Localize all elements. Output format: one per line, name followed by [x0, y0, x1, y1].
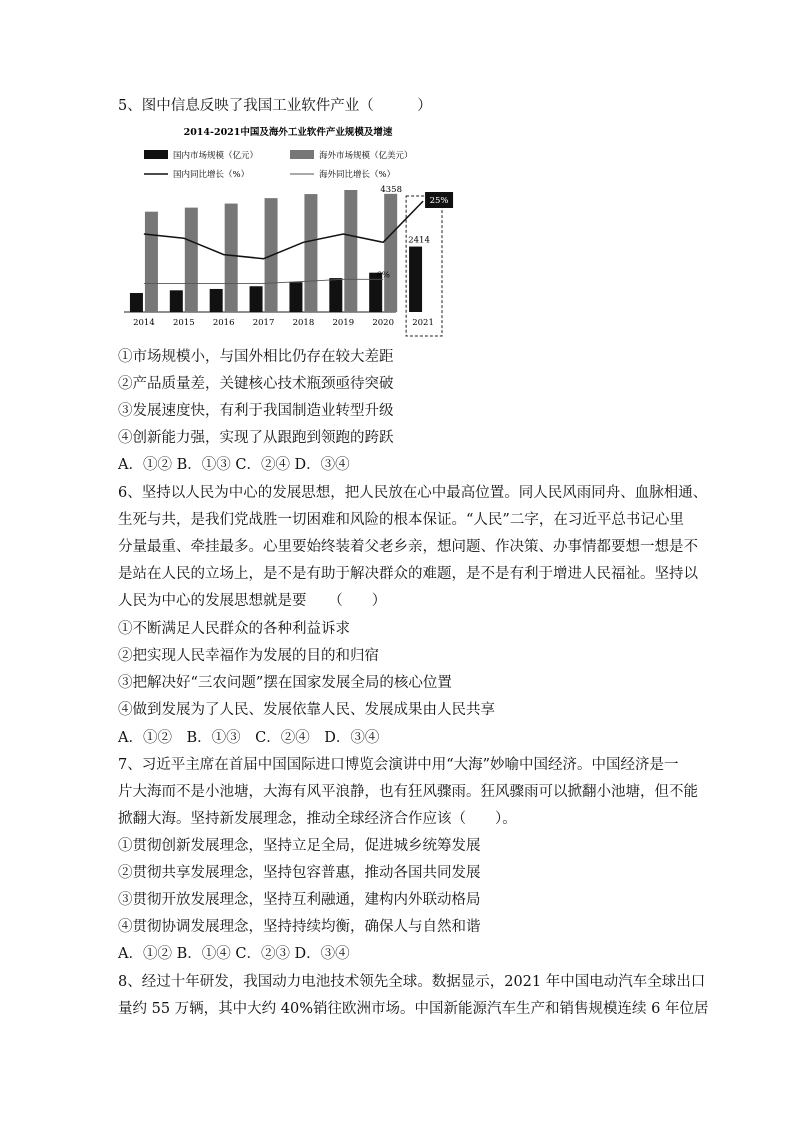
bar-domestic-2018 [289, 282, 302, 312]
q5-stem: 5、图中信息反映了我国工业软件产业（ ） [118, 98, 432, 114]
q7-option-1: ①贯彻创新发展理念，坚持立足全局，促进城乡统筹发展 [118, 838, 481, 854]
q5-option-3: ③发展速度快，有利于我国制造业转型升级 [118, 403, 394, 419]
data-label-2021-domestic: 2414 [408, 235, 430, 246]
q5-answers: A．①② B．①③ C．②④ D．③④ [118, 457, 350, 473]
bar-overseas-2018 [304, 194, 317, 312]
q7-option-3: ③贯彻开放发展理念，坚持互利融通，建构内外联动格局 [118, 892, 481, 908]
legend-swatch-domestic-bar [144, 150, 168, 159]
q7-line-1: 7、习近平主席在首届中国国际进口博览会演讲中用“大海”妙喻中国经济。中国经济是一 [118, 757, 679, 773]
bar-overseas-2015 [185, 208, 198, 312]
bar-domestic-2015 [170, 290, 183, 312]
x-tick-label-2014: 2014 [133, 318, 155, 328]
q6-line-4: 是站在人民的立场上，是不是有助于解决群众的难题，是不是有利于增进人民福祉。坚持以 [118, 566, 698, 582]
legend-label-domestic-bar: 国内市场规模（亿元） [173, 151, 259, 161]
bar-domestic-2021 [409, 247, 422, 312]
bar-overseas-2020 [384, 194, 397, 312]
chart-title: 2014-2021中国及海外工业软件产业规模及增速 [183, 127, 393, 138]
q7-line-3: 掀翻大海。坚持新发展理念，推动全球经济合作应该（ ）。 [118, 811, 517, 827]
q7-option-2: ②贯彻共享发展理念，坚持包容普惠，推动各国共同发展 [118, 865, 481, 881]
q6-option-3: ③把解决好“三农问题”摆在国家发展全局的核心位置 [118, 675, 452, 691]
q5-option-2: ②产品质量差，关键核心技术瓶颈亟待突破 [118, 376, 394, 392]
q6-line-3: 分量最重、牵挂最多。心里要始终装着父老乡亲，想问题、作决策、办事情都要想一想是不 [118, 539, 698, 555]
q6-line-2: 生死与共，是我们党战胜一切困难和风险的根本保证。“人民”二字，在习近平总书记心里 [118, 512, 684, 528]
q5-option-4: ④创新能力强，实现了从跟跑到领跑的跨跃 [118, 430, 394, 446]
legend-label-overseas-bar: 海外市场规模（亿美元） [319, 151, 413, 161]
chart-svg [118, 122, 458, 342]
legend-swatch-overseas-bar [290, 150, 314, 159]
industry-software-chart [118, 122, 458, 342]
q7-option-4: ④贯彻协调发展理念，坚持持续均衡，确保人与自然和谐 [118, 919, 481, 935]
q5-option-1: ①市场规模小，与国外相比仍存在较大差距 [118, 349, 394, 365]
data-label-peak: 4358 [380, 184, 403, 195]
q6-option-1: ①不断满足人民群众的各种利益诉求 [118, 621, 350, 637]
x-tick-label-2017: 2017 [252, 318, 275, 328]
q8-line-2: 量约 55 万辆，其中大约 40%销往欧洲市场。中国新能源汽车生产和销售规模连续 6 年位居 [118, 1001, 709, 1017]
q7-line-2: 片大海而不是小池塘，大海有风平浪静，也有狂风骤雨。狂风骤雨可以掀翻小池塘，但不能 [118, 784, 698, 800]
q6-line-1: 6、坚持以人民为中心的发展思想，把人民放在心中最高位置。同人民风雨同舟、血脉相通、 [118, 485, 708, 501]
q8-line-1: 8、经过十年研发，我国动力电池技术领先全球。数据显示，2021 年中国电动汽车全球出口 [118, 974, 706, 990]
bar-overseas-2019 [344, 190, 357, 312]
q6-answers: A．①② B．①③ C．②④ D．③④ [118, 730, 380, 746]
legend-label-overseas-line: 海外同比增长（%） [319, 170, 396, 180]
bar-domestic-2019 [329, 278, 342, 312]
x-tick-label-2020: 2020 [372, 318, 395, 328]
q6-line-5: 人民为中心的发展思想就是要 （ ） [118, 593, 387, 609]
bar-overseas-2014 [145, 212, 158, 312]
bar-domestic-2016 [210, 289, 223, 312]
data-label-overseas-growth: 6% [376, 270, 390, 281]
bar-domestic-2017 [250, 286, 263, 312]
x-tick-label-2021: 2021 [412, 318, 434, 328]
q6-option-4: ④做到发展为了人民、发展依靠人民、发展成果由人民共享 [118, 702, 495, 718]
x-tick-label-2019: 2019 [332, 318, 355, 328]
bar-domestic-2014 [130, 293, 143, 312]
x-tick-label-2018: 2018 [292, 318, 315, 328]
data-label-2021-growth: 25% [429, 196, 449, 206]
legend-label-domestic-line: 国内同比增长（%） [173, 170, 250, 180]
x-tick-label-2015: 2015 [172, 318, 195, 328]
q7-answers: A．①② B．①④ C．②③ D．③④ [118, 946, 350, 962]
bar-overseas-2016 [225, 204, 238, 312]
q6-option-2: ②把实现人民幸福作为发展的目的和归宿 [118, 648, 379, 664]
x-tick-label-2016: 2016 [212, 318, 235, 328]
